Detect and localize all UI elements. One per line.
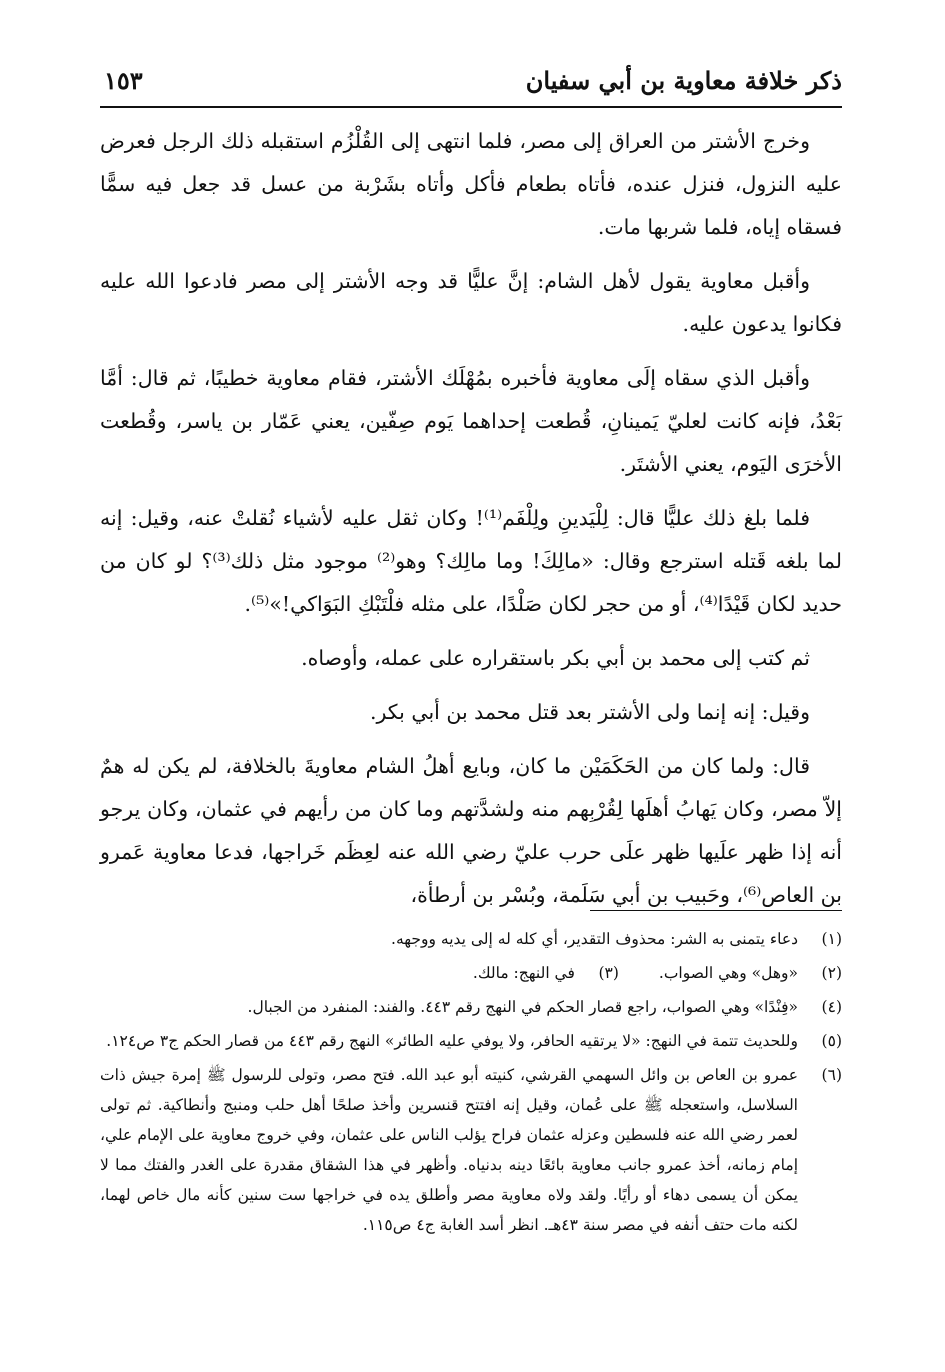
- header-divider: [100, 106, 842, 108]
- footnotes: [100, 924, 842, 1244]
- footnote-number: (٤): [821, 998, 842, 1016]
- footnote-number: (٦): [821, 1066, 842, 1084]
- footnote-text: عمرو بن العاص بن وائل السهمي القرشي، كنيته أبو عبد الله. فتح مصر، وتولى للرسول ﷺ إمرة جيش ذات السلاسل، واستعجله ﷺ على عُمان، وقيل إنه افتتح قنسرين وأخذ صلحًا أهل حلب ومنبج وأنطاكية. ثم تولى لعمر رضي الله عنه فلسطين وعزله عثمان فراح يؤلب الناس على عثمان، وفي خروج معاوية على الإمام علي، إمام زمانه، أخذ عمرو جانب معاوية بائعًا دينه بدنياه. وأظهر في هذا الشقاق مقدرة على الغدر والفتك مما لا يمكن أن يسمى دهاء أو رأيًا. ولقد ولاه معاوية مصر وأطلق يده في خراجها ست سنين كأنه مال خاص لهما، لكنه مات حتف أنفه في مصر سنة ٤٣هـ. انظر أسد الغابة ج٤ ص١١٥.: [100, 1066, 798, 1234]
- footnote-number: (٣): [598, 964, 619, 982]
- footnote-2: [659, 958, 842, 988]
- footnote-4: [100, 992, 842, 1022]
- footnote-row-2-3: [100, 958, 842, 988]
- footnote-divider: [590, 910, 842, 911]
- footnote-6: [100, 1060, 842, 1240]
- paragraph-7: قال: ولما كان من الحَكَمَيْن ما كان، وبايع أهلُ الشام معاويةَ بالخلافة، لم يكن له همٌ إلاّ مصر، وكان يَهابُ أهلَها لِقُرْبِهم منه ولشدَّتهم وما كان من رأيهم في عثمان، وكان يرجو أنه إذا ظهر علَيها ظهر علَى حرب عليّ رضي الله عنه لعِظَم خَراجها، فدعا معاوية عَمرو بن العاص⁽⁶⁾، وحَبيب بن أبي سَلَمة، وبُسْر بن أرطأة،: [100, 754, 842, 907]
- paragraph-5: ثم كتب إلى محمد بن أبي بكر باستقراره على عمله، وأوصاه.: [301, 646, 810, 670]
- main-text: [100, 120, 842, 928]
- footnote-text: في النهج: مالك.: [472, 964, 575, 982]
- paragraph-6: وقيل: إنه إنما ولى الأشتر بعد قتل محمد بن أبي بكر.: [369, 700, 810, 724]
- footnote-1: [100, 924, 842, 954]
- footnote-3: [473, 958, 619, 988]
- footnote-number: (١): [821, 930, 842, 948]
- footnote-number: (٥): [821, 1032, 842, 1050]
- paragraph-3: وأقبل الذي سقاه إلَى معاوية فأخبره بمُهْلَك الأشتر، فقام معاوية خطيبًا، ثم قال: أمَّا بَعْدُ، فإنه كانت لعليّ يَمينانِ، قُطعت إحداهما يَوم صِفّين، يعني عَمّار بن ياسر، وقُطعت الأخرَى اليَوم، يعني الأشتَر.: [100, 366, 842, 476]
- paragraph-4: فلما بلغ ذلك عليًّا قال: لِلْيَدينِ ولِلْفَم⁽¹⁾! وكان ثقل عليه لأشياء نُقلتْ عنه، وقيل: إنه لما بلغه قَتله استرجع وقال: «مالِكَ! وما مالِك؟ وهو⁽²⁾ موجود مثل ذلك⁽³⁾؟ لو كان من حديد لكان قَيْدًا⁽⁴⁾، أو من حجر لكان صَلْدًا، على مثله فلْتَبْكِ البَوَاكي!»⁽⁵⁾.: [100, 506, 842, 616]
- footnote-text: وللحديث تتمة في النهج: «لا يرتقيه الحافر، ولا يوفي عليه الطائر» النهج رقم ٤٤٣ من قصار الحكم ج٣ ص١٢٤.: [106, 1032, 798, 1050]
- footnote-text: «فِنْدًا» وهي الصواب، راجع قصار الحكم في النهج رقم ٤٤٣. والفند: المنفرد من الجبال.: [247, 998, 798, 1016]
- footnote-5: [100, 1026, 842, 1056]
- page-number: ١٥٣: [104, 66, 143, 95]
- running-header: [100, 62, 842, 102]
- paragraph-2: وأقبل معاوية يقول لأهل الشام: إنَّ عليًّا قد وجه الأشتر إلى مصر فادعوا الله عليه فكانوا يدعون عليه.: [100, 269, 842, 336]
- footnote-number: (٢): [821, 964, 842, 982]
- footnote-text: «وهل» وهي الصواب.: [658, 964, 798, 982]
- footnote-text: دعاء يتمنى به الشر: محذوف التقدير، أي كله له إلى يديه ووجهه.: [391, 930, 798, 948]
- running-title: ذكر خلافة معاوية بن أبي سفيان: [525, 66, 842, 95]
- paragraph-1: وخرج الأشتر من العراق إلى مصر، فلما انتهى إلى القُلْزُم استقبله ذلك الرجل فعرض عليه النزول، فنزل عنده، فأتاه بطعام فأكل وأتاه بشَرْبة من عسل قد جعل فيه سمًّا فسقاه إياه، فلما شربها مات.: [100, 129, 842, 239]
